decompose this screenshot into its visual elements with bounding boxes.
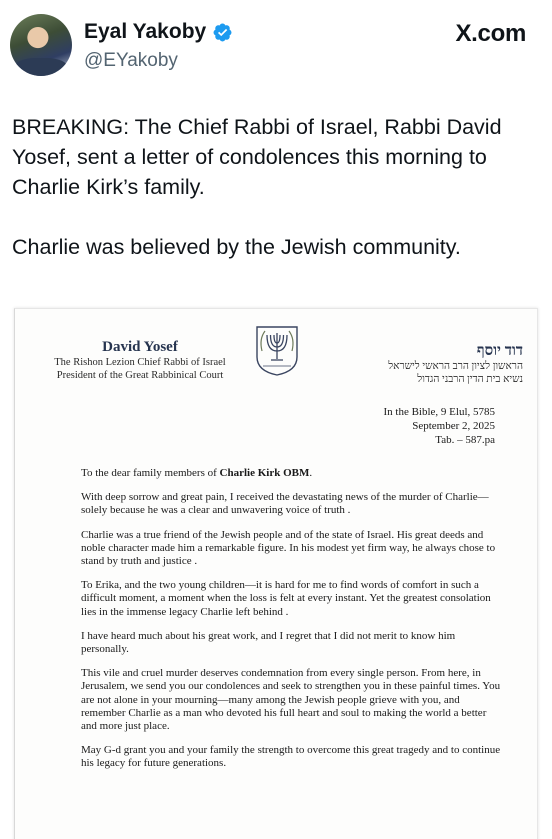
- display-name[interactable]: Eyal Yakoby: [84, 20, 207, 43]
- salutation-prefix: To the dear family members of: [81, 467, 220, 479]
- hebrew-date: In the Bible, 9 Elul, 5785: [383, 406, 495, 418]
- letterhead-title: The Rishon Lezion Chief Rabbi of Israel: [54, 357, 226, 368]
- letterhead-hebrew-title: נשיא בית הדין הרבני הגדול: [417, 374, 523, 385]
- salutation-suffix: .: [309, 467, 313, 479]
- salutation-name: Charlie Kirk OBM: [219, 467, 310, 479]
- letter-body: [81, 467, 501, 782]
- letter-date: [345, 405, 495, 447]
- letterhead-hebrew-name: דוד יוסף: [476, 343, 523, 359]
- letterhead-english: [35, 339, 245, 382]
- salutation: [81, 467, 501, 480]
- letter-paragraph: May G-d grant you and your family the strength to overcome this great tragedy and to continue his legacy for future generations.: [81, 744, 501, 770]
- handle[interactable]: @EYakoby: [84, 50, 178, 71]
- avatar[interactable]: [10, 14, 72, 76]
- verified-badge-icon: [212, 22, 233, 43]
- condolence-letter: [14, 308, 538, 839]
- letter-paragraph: I have heard much about his great work, and I regret that I did not merit to know him personally.: [81, 629, 456, 656]
- menorah-emblem-icon: [253, 323, 301, 377]
- tweet-header: [0, 0, 552, 90]
- letterhead-title: President of the Great Rabbinical Court: [56, 370, 224, 381]
- letter-paragraph: This vile and cruel murder deserves condemnation from every single person. From here, in Jerusalem, we send you our condolences and seek to strengthen you in these painful times. You are not alone in your mourning—many among the Jewish people grieve with you, and remember Charlie as a man who devoted his full heart and soul to making the world a better and more just place.: [81, 667, 501, 733]
- letter-paragraph: With deep sorrow and great pain, I received the devastating news of the murder of Charlie—solely because he was a clear and unwavering voice of truth .: [81, 491, 489, 517]
- letterhead-name: David Yosef: [102, 339, 178, 355]
- letterhead-hebrew: [353, 343, 523, 386]
- letterhead-hebrew-title: הראשון לציון הרב הראשי לישראל: [388, 361, 523, 372]
- letter-paragraph: Charlie was a true friend of the Jewish people and of the state of Israel. His great deeds and noble character made him a remarkable figure. In his modest yet firm way, he always chose to stand by truth and justice .: [81, 528, 496, 568]
- attached-image[interactable]: [8, 292, 544, 839]
- tweet-paragraph: Charlie was believed by the Jewish community.: [12, 235, 461, 259]
- name-row: [84, 20, 233, 44]
- tweet-paragraph: BREAKING: The Chief Rabbi of Israel, Rabbi David Yosef, sent a letter of condolences this morning to Charlie Kirk’s family.: [12, 115, 502, 199]
- source-label: X.com: [455, 20, 526, 47]
- reference-number: Tab. – 587.pa: [435, 434, 495, 446]
- tweet-text: [12, 112, 544, 262]
- gregorian-date: September 2, 2025: [412, 420, 495, 432]
- letter-paragraph: To Erika, and the two young children—it is hard for me to find words of comfort in such a difficult moment, a moment when the loss is felt at every instant. Yet the greatest consolation lies in the immense legacy Charlie left behind .: [81, 579, 491, 618]
